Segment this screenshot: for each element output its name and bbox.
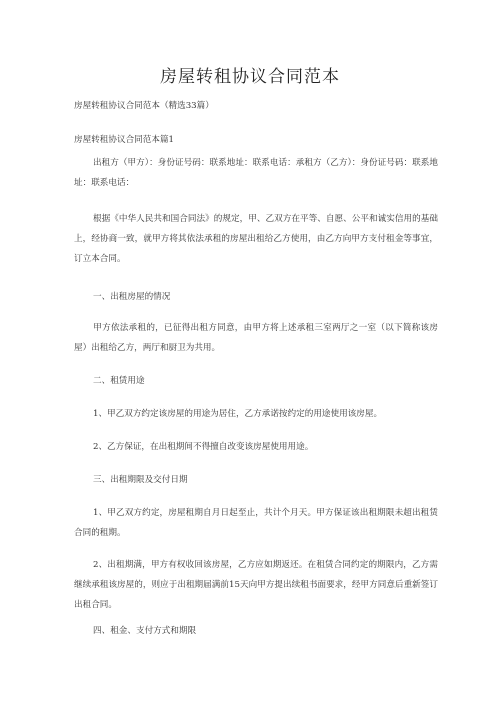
paragraph-text: 1、甲乙双方约定该房屋的用途为居住，乙方承诺按约定的用途使用该房屋。 — [93, 409, 383, 419]
document-subtitle: 房屋转租协议合同范本（精选33篇） — [74, 101, 214, 111]
clause-heading-text: 四、租金、支付方式和期限 — [93, 626, 197, 636]
paragraph-text: 甲方依法承租的，已征得出租方同意，由甲方将上述承租三室两厅之一室（以下简称该房屋）出租给乙方，两厅和厨卫为共用。 — [74, 323, 438, 353]
paragraph-text: 2、出租期满，甲方有权收回该房屋，乙方应如期返还。在租赁合同约定的期限内，乙方需继续承租该房屋的，则应于出租期届满前15天向甲方提出续租书面要求，经甲方同意后重新签订出租合同。 — [74, 560, 438, 610]
paragraph-text: 2、乙方保证，在出租期间不得擅自改变该房屋使用用途。 — [93, 442, 314, 452]
clause-heading-1 — [74, 286, 434, 308]
paragraph-parties — [74, 153, 438, 193]
clause-heading-text: 二、租赁用途 — [93, 376, 145, 386]
clause-heading-text: 三、出租期限及交付日期 — [93, 475, 188, 485]
paragraph-clause-3-2 — [74, 555, 438, 615]
paragraph-clause-3-1 — [74, 503, 438, 543]
paragraph-clause-2-2 — [74, 436, 434, 458]
clause-heading-text: 一、出租房屋的情况 — [93, 292, 171, 302]
paragraph-preamble — [74, 209, 438, 269]
section-heading: 房屋转租协议合同范本篇1 — [74, 135, 174, 145]
paragraph-text: 出租方（甲方）：身份证号码：联系地址：联系电话：承租方（乙方）：身份证号码：联系地址：联系电话： — [74, 158, 438, 188]
paragraph-clause-1 — [74, 318, 438, 358]
clause-heading-2 — [74, 370, 434, 392]
clause-heading-4 — [74, 620, 434, 642]
paragraph-text: 根据《中华人民共和国合同法》的规定，甲、乙双方在平等、自愿、公平和诚实信用的基础上，经协商一致，就甲方将其依法承租的房屋出租给乙方使用，由乙方向甲方支付租金等事宜，订立本合同。 — [74, 214, 438, 264]
document-title: 房屋转租协议合同范本 — [160, 67, 340, 87]
paragraph-text: 1、甲乙双方约定，房屋租期自月日起至止，共计个月天。甲方保证该出租期限未超出租赁合同的租期。 — [74, 508, 438, 538]
paragraph-clause-2-1 — [74, 403, 434, 425]
clause-heading-3 — [74, 469, 434, 491]
